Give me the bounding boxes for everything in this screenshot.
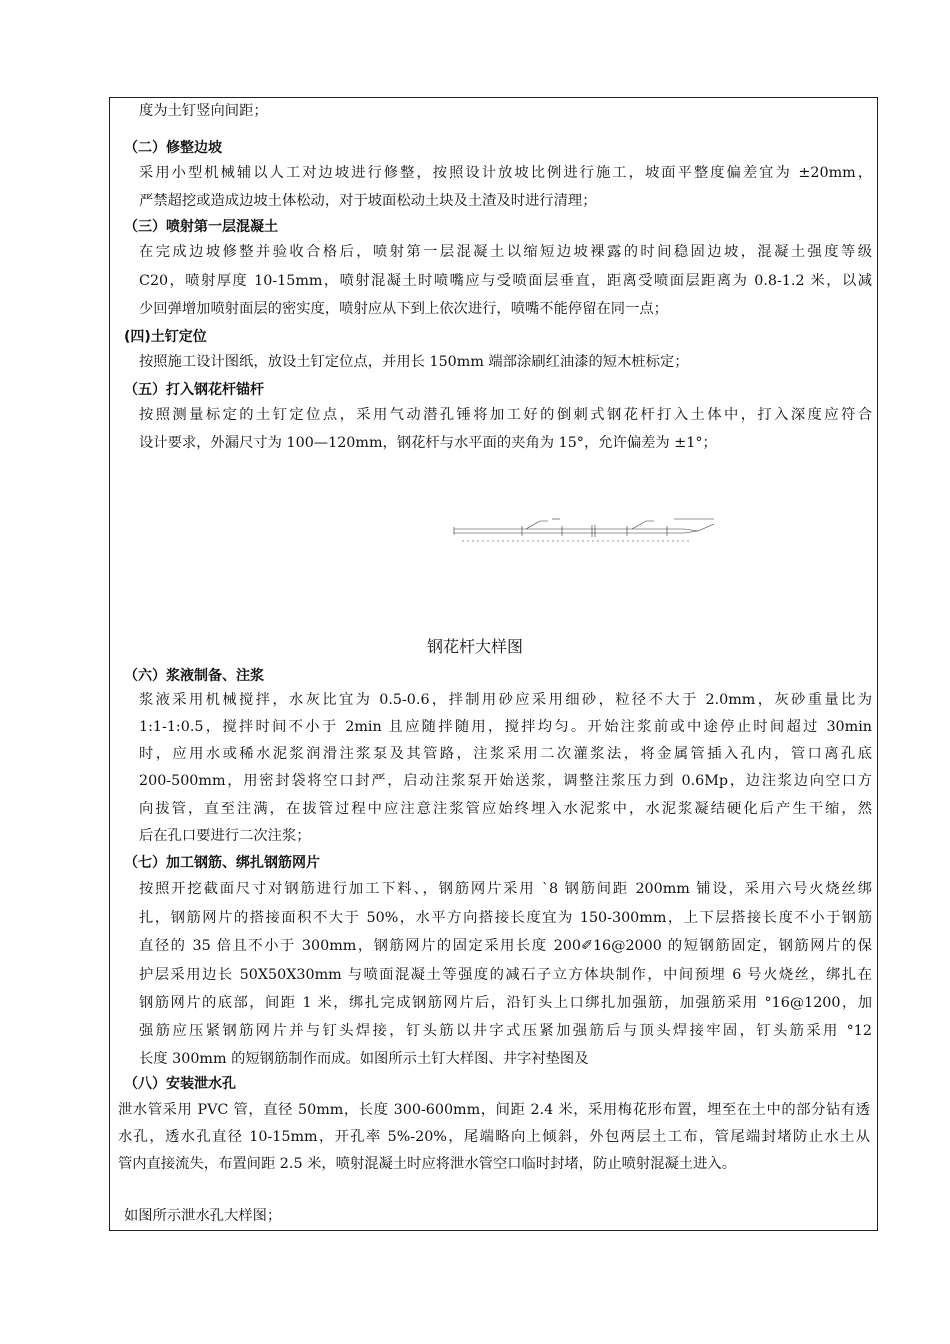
paragraph-line: 后在孔口要进行二次注浆； xyxy=(139,828,311,844)
paragraph-line: 按照开挖截面尺寸对钢筋进行加工下料、，钢筋网片采用 `8 钢筋间距 200mm 铺设，采用六号火烧丝绑 xyxy=(139,881,872,897)
paragraph-line: 钢筋网片的底部，间距 1 米，绑扎完成钢筋网片后，沿钉头上口绑扎加强筋，加强筋采用 °16@1200，加 xyxy=(139,995,872,1011)
section-heading-2: （二）修整边坡 xyxy=(124,140,222,156)
paragraph-line: 采用小型机械辅以人工对边坡进行修整，按照设计放坡比例进行施工，坡面平整度偏差宜为 ±20mm， xyxy=(139,165,872,181)
section-heading-3: （三）喷射第一层混凝土 xyxy=(124,219,278,235)
section-heading-4: (四)土钉定位 xyxy=(124,329,207,345)
section-heading-6: （六）浆液制备、注浆 xyxy=(124,668,264,684)
paragraph-line: 按照施工设计图纸，放设土钉定位点，并用长 150mm 端部涂刷红油漆的短木桩标定； xyxy=(139,354,689,370)
section-heading-8: （八）安装泄水孔 xyxy=(124,1076,236,1092)
paragraph-line: 直径的 35 倍且不小于 300mm，钢筋网片的固定采用长度 200✐16@2000 的短钢筋固定，钢筋网片的保 xyxy=(139,938,872,954)
paragraph-line: 时，应用水或稀水泥浆润滑注浆泵及其管路，注浆采用二次灌浆法，将金属管插入孔内，管口离孔底 xyxy=(139,746,872,762)
paragraph-line: 管内直接流失，布置间距 2.5 米，喷射混凝土时应将泄水管空口临时封堵，防止喷射混凝土进入。 xyxy=(118,1156,736,1172)
paragraph-line: 设计要求，外漏尺寸为 100—120mm，钢花杆与水平面的夹角为 15°，允许偏差为 ±1°； xyxy=(139,435,717,451)
paragraph-line: 按照测量标定的土钉定位点，采用气动潜孔锤将加工好的倒刺式钢花杆打入土体中，打入深度应符合 xyxy=(139,407,872,423)
section-heading-7: （七）加工钢筋、绑扎钢筋网片 xyxy=(124,855,320,871)
paragraph-line: 200-500mm，用密封袋将空口封严，启动注浆泵开始送浆，调整注浆压力到 0.6Mp，边注浆边向空口方 xyxy=(139,773,872,789)
paragraph-line: 泄水管采用 PVC 管，直径 50mm，长度 300-600mm，间距 2.4 米，采用梅花形布置，埋至在土中的部分钻有透 xyxy=(118,1102,870,1118)
paragraph-line: 扎，钢筋网片的搭接面积不大于 50%，水平方向搭接长度宜为 150-300mm，上下层搭接长度不小于钢筋 xyxy=(139,910,872,926)
paragraph-line: 护层采用边长 50X50X30mm 与喷面混凝土等强度的减石子立方体块制作，中间预埋 6 号火烧丝，绑扎在 xyxy=(139,967,872,983)
paragraph-line: 浆液采用机械搅拌，水灰比宜为 0.5-0.6，拌制用砂应采用细砂，粒径不大于 2.0mm，灰砂重量比为 xyxy=(139,692,872,708)
paragraph-line: 1:1-1:0.5，搅拌时间不小于 2min 且应随拌随用，搅拌均匀。开始注浆前或中途停止时间超过 30min xyxy=(139,719,872,735)
steel-pipe-detail-drawing xyxy=(452,515,716,549)
paragraph-line: 度为土钉竖向间距； xyxy=(139,103,268,119)
section-heading-5: （五）打入钢花杆锚杆 xyxy=(124,382,264,398)
paragraph-line: 长度 300mm 的短钢筋制作而成。如图所示土钉大样图、井字衬垫图及 xyxy=(139,1051,589,1067)
figure-caption: 钢花杆大样图 xyxy=(426,637,523,656)
paragraph-line: 在完成边坡修整并验收合格后，喷射第一层混凝土以缩短边坡裸露的时间稳固边坡，混凝土强度等级 xyxy=(139,244,872,260)
paragraph-line: 严禁超挖或造成边坡土体松动，对于坡面松动土块及土渣及时进行清理； xyxy=(139,193,597,209)
paragraph-line: 水孔，透水孔直径 10-15mm，开孔率 5%-20%，尾端略向上倾斜，外包两层土工布，管尾端封堵防止水土从 xyxy=(118,1129,870,1145)
paragraph-line: 向拔管，直至注满，在拔管过程中应注意注浆管应始终埋入水泥浆中，水泥浆凝结硬化后产生干缩，然 xyxy=(139,801,872,817)
paragraph-line: 少回弹增加喷射面层的密实度，喷射应从下到上依次进行，喷嘴不能停留在同一点； xyxy=(139,301,668,317)
paragraph-line: 如图所示泄水孔大样图； xyxy=(124,1208,282,1224)
paragraph-line: C20，喷射厚度 10-15mm，喷射混凝土时喷嘴应与受喷面层垂直，距离受喷面层距离为 0.8-1.2 米，以减 xyxy=(139,273,872,289)
paragraph-line: 强筋应压紧钢筋网片并与钉头焊接，钉头筋以井字式压紧加强筋后与顶头焊接牢固，钉头筋采用 °12 xyxy=(139,1023,872,1039)
